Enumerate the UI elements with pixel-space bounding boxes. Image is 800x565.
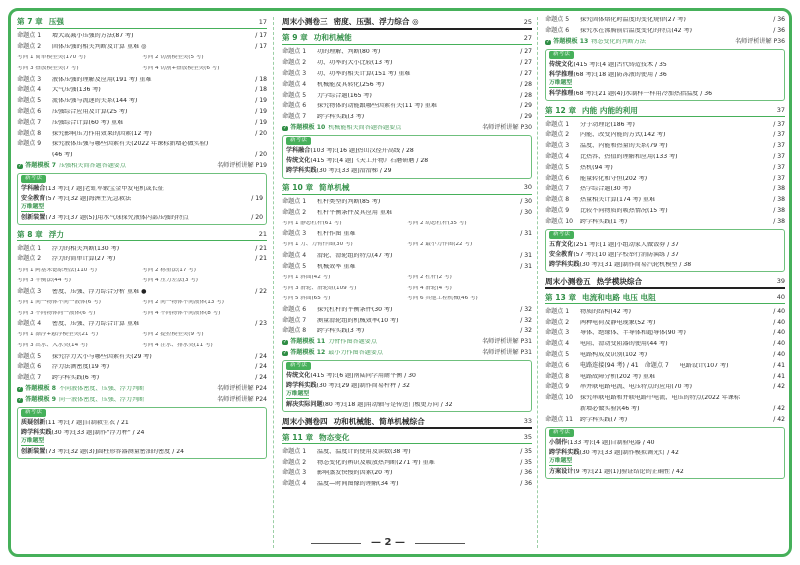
toc-entry[interactable]: 命题点 6 探究水在沸腾前后温度变化的特点(42 考) / 36 — [545, 27, 785, 35]
toc-entry[interactable]: 命题点 7 压强综合计算(60 考) 重难 / 19 — [17, 118, 267, 126]
toc-entry[interactable]: 命题点 8 电路故障分析(202 考) 重难 / 41 — [545, 372, 785, 380]
answer-template-link[interactable]: ✓ 答题模板 8 不同液体密度、压强、浮力判断 名师评析讲解 P24 — [17, 384, 267, 395]
toc-entry[interactable]: 命题点 9 比较不同物质的吸热情况(15 考) / 38 — [545, 207, 785, 215]
new-exam-box — [17, 407, 267, 459]
toc-entry[interactable]: 命题点 4 密度、压强、浮力综合计算 重难 / 23 — [17, 320, 267, 328]
toc-subentry[interactable]: 考向 1 简单模型类(170 考) 考向 2 切割模型类(5 考) — [17, 55, 204, 61]
new-exam-box — [545, 49, 785, 101]
toc-subentry[interactable]: 考向 5 斜面(65 考) 考向 6 其他工程机械(46 考) — [282, 296, 478, 302]
toc-entry[interactable]: 新增必做实验)(46 考) / 42 — [580, 404, 785, 412]
box-entry[interactable]: 解决实际问题 (80 考):[18 题]用动轴与是传送门极更方向 / 32 — [286, 401, 453, 409]
column-middle — [282, 15, 532, 490]
box-entry[interactable]: 跨学科实践 (30 考):[33 题]制作"浮力秤" / 24 — [21, 429, 145, 437]
toc-entry[interactable]: 命题点 2 固体压强的相关判断及计算 重难 ◎ / 17 — [17, 43, 267, 51]
toc-subentry[interactable]: 考向 3 出水、入水类(14 考) 考向 4 注水、排水类(11 考) — [17, 343, 213, 349]
column-divider — [273, 17, 274, 548]
toc-entry[interactable]: 命题点 6 浮力法测密度(19 考) / 24 — [17, 363, 267, 371]
new-exam-box — [545, 427, 785, 479]
toc-entry[interactable]: 命题点 2 浮力的简单计算(27 考) / 21 — [17, 255, 267, 263]
toc-entry[interactable]: 命题点 3 影响蒸发快慢的因素(20 考) / 36 — [282, 469, 532, 477]
column-divider — [537, 17, 538, 548]
toc-entry[interactable]: 命题点 6 探究物体的动能跟哪些因素有关(11 考) 重难 / 29 — [282, 102, 532, 110]
toc-entry[interactable]: 命题点 7 跨学科实践(6 考) / 24 — [17, 374, 267, 382]
toc-entry[interactable]: 命题点 8 探究影响压力作用效果的因素(12 考) / 20 — [17, 129, 267, 137]
chapter-8-heading[interactable]: 第 8 章 浮力 21 — [17, 228, 267, 241]
toc-entry[interactable]: 命题点 6 压强综合应用及计算(25 考) / 19 — [17, 107, 267, 115]
new-exam-label: 新考法 — [549, 429, 574, 437]
new-exam-box — [282, 360, 532, 412]
box-entry[interactable]: 创新装置 (73 考):[37 题(5)]用水气球探究液体内部压强的特点 / 20 — [21, 214, 263, 222]
box-entry[interactable]: 学科融合 (103 考):[16 题]热山汉径开高线 / 28 — [286, 147, 414, 155]
toc-entry[interactable]: 命题点 3 导体、绝缘体、半导体和超导体(90 考) / 40 — [545, 329, 785, 337]
box-entry[interactable]: 跨学科实践 (30 考):[33 题]滑滑梯 / 29 — [286, 167, 392, 175]
box-entry[interactable]: 五育文化 (251 考):[1 题]小组动家人做饭券 / 37 — [549, 240, 679, 248]
chapter-10-heading[interactable]: 第 10 章 简单机械 30 — [282, 182, 532, 195]
chapter-13-heading[interactable]: 第 13 章 电流和电路 电压 电阻 40 — [545, 291, 785, 304]
toc-entry[interactable]: 命题点 11 跨学科实践(7 考) / 42 — [545, 415, 785, 423]
toc-entry[interactable]: 命题点 2 物态变化的辨识及吸放热判断(271 考) 重难 / 35 — [282, 458, 532, 466]
toc-entry[interactable]: 命题点 2 内能、改变内能的方式(142 考) / 37 — [545, 131, 785, 139]
box-subheading: 万维题型 — [21, 438, 45, 445]
toc-subentry[interactable]: 考向 3 叠放模型类(7 考) 考向 4 切割+叠放模型类(6 考) — [17, 65, 220, 71]
box-entry[interactable]: 安全教育 (57 考):[10 题]学校举行消防演练 / 37 — [549, 251, 679, 259]
toc-entry[interactable]: 命题点 7 测量滑轮组的机械效率(10 考) / 32 — [282, 316, 532, 324]
toc-entry[interactable]: 命题点 2 功、功率的大小比较(13 考) / 27 — [282, 59, 532, 67]
toc-entry[interactable]: 命题点 5 电路构成及识别(102 考) / 40 — [545, 351, 785, 358]
column-left — [17, 15, 267, 462]
new-exam-label: 新考法 — [549, 51, 574, 59]
toc-entry[interactable]: 命题点 4 大气压强(136 考) / 18 — [17, 86, 267, 94]
toc-entry[interactable]: (46 考) / 20 — [52, 151, 267, 159]
toc-entry[interactable]: 命题点 4 比热容、热值的理解和应用(133 考) / 37 — [545, 153, 785, 161]
weekly-test-3-heading[interactable]: 周末小测卷三 密度、压强、浮力综合 ◎ 25 — [282, 16, 532, 30]
box-entry[interactable]: 传统文化 (415 考):[4 题]《天工开物》石磨研磨 / 28 — [286, 157, 429, 165]
toc-entry[interactable]: 命题点 1 温度、温度计的使用及读数(38 考) / 35 — [282, 447, 532, 455]
answer-template-link[interactable]: ✓ 答题模板 13 物态变化的判断方法 名师评析讲解 P36 — [545, 37, 785, 48]
toc-entry[interactable]: 命题点 4 电阻、滑动变阻器的使用(44 考) / 40 — [545, 340, 785, 348]
box-entry[interactable]: 跨学科实践 (30 考):[29 题]制作简易杆秤 / 32 — [286, 382, 410, 390]
box-entry[interactable]: 质疑创新 (11 考):[7 题]自制救生衣 / 21 — [21, 418, 129, 426]
box-entry[interactable]: 科学推理 (68 考):[18 题]防冻液的使用 / 36 — [549, 71, 667, 79]
toc-entry[interactable]: 命题点 10 探究串联电路和并联电路中电流、电压的特点(2022 年课标 — [545, 394, 740, 402]
page-number: — 2 — — [363, 537, 413, 548]
chapter-11-heading[interactable]: 第 11 章 物态变化 35 — [282, 431, 532, 444]
toc-subentry[interactable]: 考向 3 平衡法(44 考) 考向 4 压力差法(3 考) — [17, 278, 198, 284]
toc-entry[interactable]: 命题点 3 密度、压强、浮力综合分析 重难 ● / 22 — [17, 287, 267, 295]
box-entry[interactable]: 跨学科实践 (30 考):[31 题]制作简易汽轮机模型 / 38 — [549, 261, 692, 269]
new-exam-box — [17, 173, 267, 225]
toc-subentry[interactable]: 考向 1 力、力臂作图(30 考) 考向 2 最小力作图(22 考) — [282, 242, 473, 248]
toc-subentry[interactable]: 考向 1 阿基米德原理法(110 考) 考向 2 称重法(17 考) — [17, 267, 196, 273]
box-entry[interactable]: 安全教育 (57 考):[32 题]海洲主先急救法 / 19 — [21, 195, 263, 203]
new-exam-label: 新考法 — [549, 231, 574, 239]
toc-entry[interactable]: 命题点 8 热量相关计算(174 考) 重难 / 38 — [545, 196, 785, 204]
toc-entry-pair[interactable]: 命题点 6 电路连接(94 考) / 41 命题点 7 电路设计(107 考) / 41 — [545, 361, 785, 369]
toc-subentry[interactable]: 考向 3 不同物体同一液体(6 考) 考向 4 不同物体不同液体(8 考) — [17, 310, 221, 316]
toc-entry[interactable]: 命题点 1 功的理解、判断(80 考) / 27 — [282, 48, 532, 56]
box-entry[interactable]: 跨学科实践 (30 考):[33 题]制作模拟调光灯 / 42 — [549, 449, 679, 457]
toc-subentry[interactable]: 考向 1 静态杠杆(61 考) 考向 2 动态杠杆(35 考) — [282, 220, 467, 226]
answer-template-link[interactable]: ✓ 答题模板 9 同一液体密度、压强、浮力判断 名师评析讲解 P24 — [17, 394, 267, 405]
answer-template-link[interactable]: ✓ 答题模板 10 机械能相关简答题答题要点 名师评析讲解 P30 — [282, 123, 532, 134]
toc-entry[interactable]: 命题点 6 探究杠杆的平衡条件(30 考) / 32 — [282, 305, 532, 313]
answer-template-link[interactable]: ✓ 答题模板 7 压强相关简答题答题要点 名师评析讲解 P19 — [17, 161, 267, 172]
toc-entry[interactable]: 命题点 5 流体压强与流速的关系(144 考) / 19 — [17, 97, 267, 105]
toc-entry[interactable]: 命题点 2 两种电荷及静电现象(52 考) / 40 — [545, 318, 785, 326]
toc-entry[interactable]: 命题点 4 滑轮、滑轮组的特点(47 考) / 31 — [282, 251, 532, 259]
toc-entry[interactable]: 命题点 5 探究固体熔化时温度的变化规律(27 考) / 36 — [545, 16, 785, 24]
box-entry[interactable]: 创新装置 (73 考):[32 题(3)]圆柱形容器测量密油的密度 / 24 — [21, 448, 184, 456]
toc-entry[interactable]: 命题点 7 热学综合题(30 考) / 38 — [545, 185, 785, 193]
answer-template-link[interactable]: ✓ 答题模板 11 力臂作图答题要点 名师评析讲解 P31 — [282, 337, 532, 348]
box-subheading: 万维题型 — [21, 204, 45, 211]
toc-entry[interactable]: 命题点 1 分子动理论(186 考) / 37 — [545, 120, 785, 128]
new-exam-label: 新考法 — [286, 137, 311, 145]
new-exam-label: 新考法 — [21, 175, 46, 183]
toc-entry[interactable]: 命题点 2 杠杆平衡条件及其应用 重难 / 30 — [282, 208, 532, 216]
box-entry[interactable]: 传统文化 (415 考):[4 题]古代铸造技术 / 35 — [549, 61, 667, 69]
toc-entry[interactable]: 命题点 1 物质的结构(42 考) / 40 — [545, 307, 785, 315]
new-exam-label: 新考法 — [286, 362, 311, 370]
box-entry[interactable]: 小制作 (133 考):[4 题]自制验电器 / 40 — [549, 438, 655, 446]
toc-entry[interactable]: 命题点 1 增大或减小压强的方法(87 考) / 17 — [17, 32, 267, 40]
toc-subentry[interactable]: 考向 3 滑轮、滑轮组(109 考) 考向 4 滑轮(4 考) — [282, 285, 452, 291]
toc-entry[interactable]: 命题点 7 跨学科实践(3 考) / 29 — [282, 113, 532, 121]
new-exam-box — [545, 229, 785, 272]
chapter-7-heading[interactable]: 第 7 章 压强 17 — [17, 16, 267, 29]
new-exam-label: 新考法 — [21, 409, 46, 417]
toc-entry[interactable]: 命题点 1 杠杆类型的判断(85 考) / 30 — [282, 197, 532, 205]
box-entry[interactable]: 方案设计 (9 考):[21 题(1)]验证结论的正确性 / 42 — [549, 468, 684, 476]
answer-template-link[interactable]: ✓ 答题模板 12 最小力作图答题要点 名师评析讲解 P31 — [282, 348, 532, 359]
box-entry[interactable]: 科学推理 (68 考):[21 题(4)]水制样一样用冷加热指温度 / 36 — [549, 90, 712, 98]
box-entry[interactable]: 学科融合 (13 考):[7 题]老虹军锻宝金甲发电机或长征 — [21, 185, 164, 192]
weekly-test-4-heading[interactable]: 周末小测卷四 功和机械能、简单机械综合 33 — [282, 415, 532, 429]
new-exam-box — [282, 135, 532, 178]
chapter-9-heading[interactable]: 第 9 章 功和机械能 27 — [282, 32, 532, 45]
toc-entry[interactable]: 命题点 5 机械效率 重难 / 31 — [282, 262, 532, 270]
toc-entry[interactable]: 命题点 9 串并联电路电流、电压特点的应用(70 考) / 42 — [545, 383, 785, 391]
box-entry[interactable]: 传统文化 (415 考):[6 题]南陆同学用耐平衡 / 30 — [286, 372, 416, 380]
toc-page — [8, 8, 792, 557]
weekly-test-5-heading[interactable]: 周末小测卷五 热学模块综合 39 — [545, 275, 785, 289]
toc-entry[interactable]: 命题点 5 热机(94 考) / 37 — [545, 163, 785, 171]
toc-entry[interactable]: 命题点 1 浮力的相关判断(130 考) / 21 — [17, 244, 267, 252]
toc-entry[interactable]: 命题点 10 跨学科实践(1 考) / 38 — [545, 217, 785, 225]
column-right — [545, 15, 785, 482]
toc-entry[interactable]: 命题点 9 探究液体压强与哪些因素有关(2022 年课标新增必做实验) — [17, 140, 209, 148]
toc-entry[interactable]: 命题点 5 探究浮力大小与哪些因素有关(29 考) / 24 — [17, 352, 267, 360]
chapter-12-heading[interactable]: 第 12 章 内能 内能的利用 37 — [545, 104, 785, 117]
toc-subentry[interactable]: 考向 1 斜面(42 考) 考向 2 杠杆(2 考) — [282, 274, 452, 280]
toc-entry[interactable]: 命题点 4 机械能及其转化(256 考) / 28 — [282, 80, 532, 88]
toc-entry[interactable]: 命题点 6 能量转化和守恒(202 考) / 37 — [545, 174, 785, 182]
toc-entry[interactable]: 命题点 3 液体压强的理解及应用(191 考) 重难 / 18 — [17, 75, 267, 83]
toc-entry[interactable]: 命题点 3 功、功率的相关计算(151 考) 重难 / 27 — [282, 69, 532, 77]
toc-entry[interactable]: 命题点 5 力学综合题(165 考) / 28 — [282, 91, 532, 99]
toc-entry[interactable]: 命题点 3 温度、内能和热量的关系(79 考) / 37 — [545, 142, 785, 150]
toc-subentry[interactable]: 考向 1 漂浮+悬浮模型类(21 考) 考向 2 提拉模型类(9 考) — [17, 332, 204, 338]
toc-subentry[interactable]: 考向 1 同一物体不同一液体(6 考) 考向 2 同一物体不同液体(13 考) — [17, 299, 224, 305]
box-subheading: 万维题型 — [549, 80, 573, 87]
box-subheading: 万维题型 — [549, 458, 573, 465]
toc-entry[interactable]: 命题点 8 跨学科实践(3 考) / 32 — [282, 327, 532, 335]
toc-entry[interactable]: 命题点 3 杠杆作图 重难 / 31 — [282, 230, 532, 238]
box-subheading: 万维题型 — [286, 391, 310, 398]
toc-entry[interactable]: 命题点 4 温度—时间图像的理解(34 考) / 36 — [282, 480, 532, 488]
